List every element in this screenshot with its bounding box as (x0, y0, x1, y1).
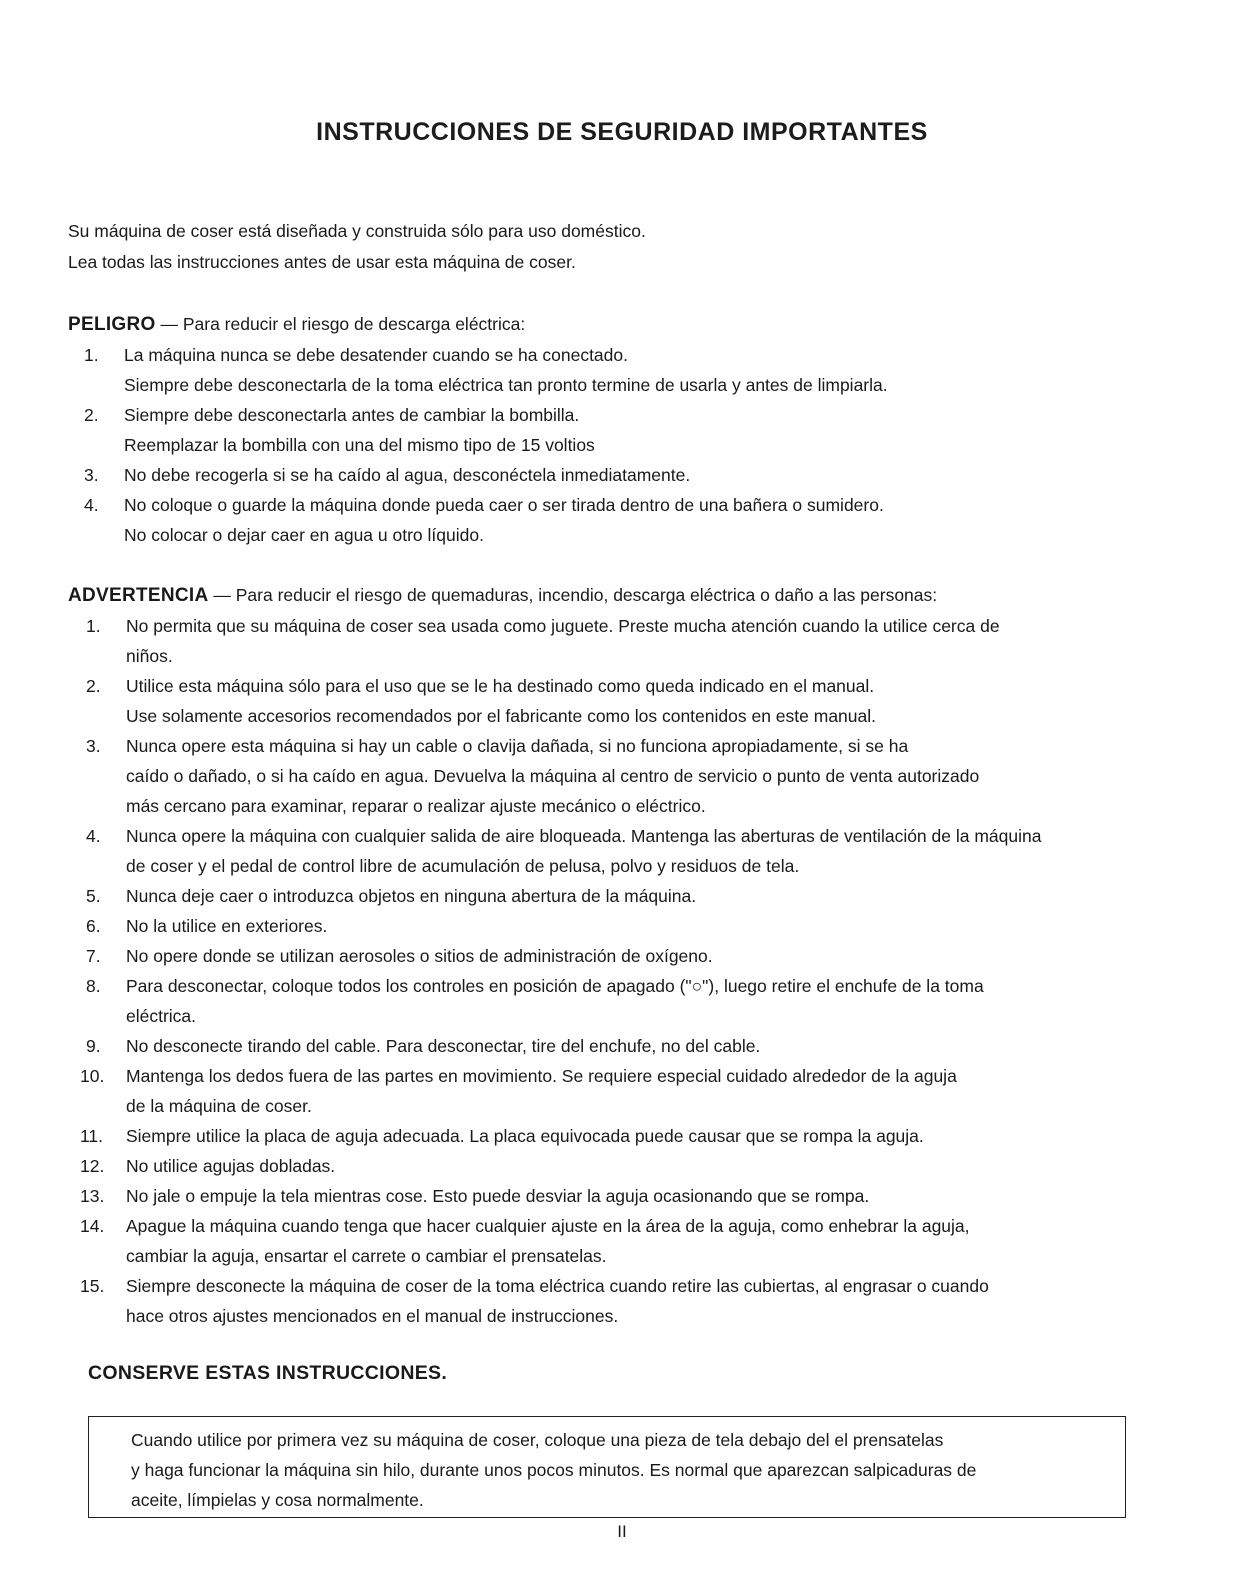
page-title: INSTRUCCIONES DE SEGURIDAD IMPORTANTES (316, 118, 928, 146)
item-text: Nunca deje caer o introduzca objetos en ninguna abertura de la máquina. (126, 886, 697, 906)
item-text: caído o dañado, o si ha caído en agua. Devuelva la máquina al centro de servicio o punto de venta autorizado (126, 766, 980, 786)
item-text: Apague la máquina cuando tenga que hacer cualquier ajuste en la área de la aguja, como enhebrar la aguja, (126, 1216, 970, 1236)
item-text: No utilice agujas dobladas. (126, 1156, 336, 1176)
item-text: La máquina nunca se debe desatender cuando se ha conectado. (124, 345, 628, 365)
advertencia-heading-text: — Para reducir el riesgo de quemaduras, incendio, descarga eléctrica o daño a las personas: (208, 585, 938, 605)
intro-paragraph (68, 216, 646, 278)
list-item (68, 941, 1041, 971)
item-text: No permita que su máquina de coser sea usada como juguete. Preste mucha atención cuando la utilice cerca de (126, 616, 1000, 636)
list-item (68, 460, 888, 490)
list-item (68, 1151, 1041, 1181)
item-text: No coloque o guarde la máquina donde pueda caer o ser tirada dentro de una bañera o sumidero. (124, 495, 884, 515)
item-text: Nunca opere la máquina con cualquier salida de aire bloqueada. Mantenga las aberturas de ventilación de la máquina (126, 826, 1042, 846)
item-text: Utilice esta máquina sólo para el uso que se le ha destinado como queda indicado en el manual. (126, 676, 875, 696)
item-number: 7. (86, 946, 101, 966)
item-text: No jale o empuje la tela mientras cose. Esto puede desviar la aguja ocasionando que se rompa. (126, 1186, 870, 1206)
peligro-section (68, 309, 888, 550)
item-number: 2. (86, 676, 101, 696)
item-number: 8. (86, 976, 101, 996)
item-text: Reemplazar la bombilla con una del mismo tipo de 15 voltios (124, 435, 595, 455)
peligro-list (68, 340, 888, 550)
item-text: Siempre utilice la placa de aguja adecuada. La placa equivocada puede causar que se rompa la aguja. (126, 1126, 924, 1146)
list-item (68, 1031, 1041, 1061)
note-line: Cuando utilice por primera vez su máquina de coser, coloque una pieza de tela debajo del el prensatelas (131, 1430, 944, 1450)
item-text: Siempre debe desconectarla de la toma eléctrica tan pronto termine de usarla y antes de limpiarla. (124, 375, 888, 395)
item-text: Nunca opere esta máquina si hay un cable o clavija dañada, si no funciona apropiadamente, si se ha (126, 736, 909, 756)
item-text: No debe recogerla si se ha caído al agua, desconéctela inmediatamente. (124, 465, 691, 485)
item-text: eléctrica. (126, 1006, 197, 1026)
item-number: 1. (86, 616, 101, 636)
note-box (88, 1416, 1126, 1518)
list-item (68, 971, 1041, 1031)
item-number: 4. (84, 495, 99, 515)
item-text: Siempre debe desconectarla antes de cambiar la bombilla. (124, 405, 580, 425)
item-number: 9. (86, 1036, 101, 1056)
list-item (68, 1211, 1041, 1271)
item-number: 2. (84, 405, 99, 425)
advertencia-list (68, 611, 1041, 1331)
item-text: No desconecte tirando del cable. Para desconectar, tire del enchufe, no del cable. (126, 1036, 761, 1056)
item-number: 12. (80, 1156, 105, 1176)
peligro-keyword: PELIGRO (68, 314, 156, 335)
item-number: 1. (84, 345, 99, 365)
list-item (68, 1121, 1041, 1151)
item-text: No opere donde se utilizan aerosoles o sitios de administración de oxígeno. (126, 946, 713, 966)
page-number: II (617, 1522, 627, 1541)
item-number: 15. (80, 1276, 105, 1296)
list-item (68, 1061, 1041, 1121)
item-number: 4. (86, 826, 101, 846)
item-number: 3. (86, 736, 101, 756)
peligro-heading-text: — Para reducir el riesgo de descarga eléctrica: (155, 314, 526, 334)
item-number: 13. (80, 1186, 105, 1206)
item-text: de la máquina de coser. (126, 1096, 312, 1116)
list-item (68, 671, 1041, 731)
note-line: y haga funcionar la máquina sin hilo, durante unos pocos minutos. Es normal que aparezcan salpicaduras de (131, 1460, 977, 1480)
item-text: Use solamente accesorios recomendados por el fabricante como los contenidos en este manual. (126, 706, 876, 726)
item-number: 10. (80, 1066, 105, 1086)
item-text: cambiar la aguja, ensartar el carrete o cambiar el prensatelas. (126, 1246, 607, 1266)
item-text: Siempre desconecte la máquina de coser de la toma eléctrica cuando retire las cubiertas, al engrasar o cuando (126, 1276, 989, 1296)
item-number: 5. (86, 886, 101, 906)
item-number: 3. (84, 465, 99, 485)
list-item (68, 340, 888, 400)
advertencia-section (68, 580, 1041, 1331)
list-item (68, 490, 888, 550)
item-number: 11. (80, 1126, 104, 1146)
list-item (68, 821, 1041, 881)
item-number: 6. (86, 916, 101, 936)
list-item (68, 1271, 1041, 1331)
list-item (68, 400, 888, 460)
item-text: más cercano para examinar, reparar o realizar ajuste mecánico o eléctrico. (126, 796, 706, 816)
advertencia-keyword: ADVERTENCIA (68, 585, 209, 606)
list-item (68, 881, 1041, 911)
peligro-heading (68, 309, 888, 340)
intro-line: Lea todas las instrucciones antes de usar esta máquina de coser. (68, 252, 576, 272)
item-text: Para desconectar, coloque todos los controles en posición de apagado ("○"), luego retire el enchufe de la toma (126, 976, 984, 996)
list-item (68, 1181, 1041, 1211)
item-text: de coser y el pedal de control libre de acumulación de pelusa, polvo y residuos de tela. (126, 856, 800, 876)
item-text: hace otros ajustes mencionados en el manual de instrucciones. (126, 1306, 619, 1326)
list-item (68, 611, 1041, 671)
note-line: aceite, límpielas y cosa normalmente. (131, 1490, 424, 1510)
item-text: No la utilice en exteriores. (126, 916, 328, 936)
item-number: 14. (80, 1216, 105, 1236)
item-text: niños. (126, 646, 173, 666)
conserve-heading: CONSERVE ESTAS INSTRUCCIONES. (88, 1362, 448, 1384)
list-item (68, 911, 1041, 941)
item-text: Mantenga los dedos fuera de las partes en movimiento. Se requiere especial cuidado alrededor de la aguja (126, 1066, 957, 1086)
advertencia-heading (68, 580, 1041, 611)
intro-line: Su máquina de coser está diseñada y construida sólo para uso doméstico. (68, 221, 646, 241)
list-item (68, 731, 1041, 821)
item-text: No colocar o dejar caer en agua u otro líquido. (124, 525, 484, 545)
